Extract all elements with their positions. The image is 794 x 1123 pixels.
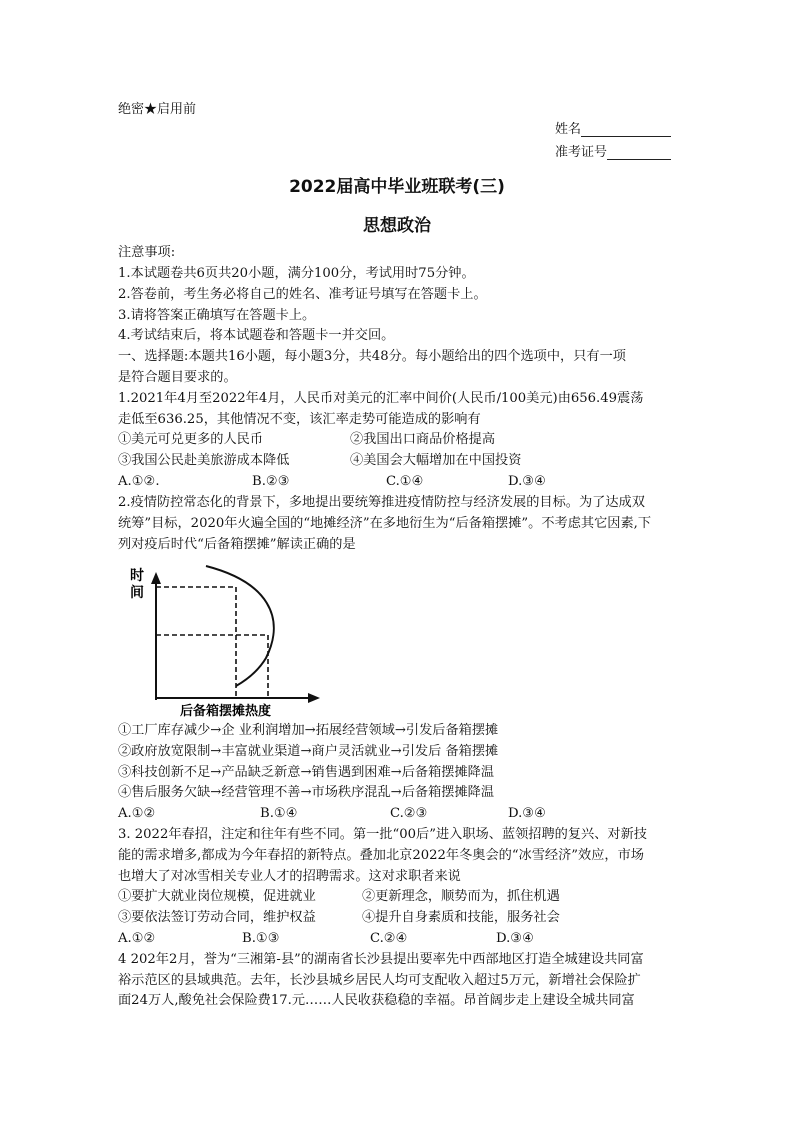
q3-options (118, 929, 534, 949)
q3-statement: ④提升自身素质和技能，服务社会 (362, 910, 560, 925)
x-axis-arrow-icon (308, 693, 320, 703)
q3-stem: 也增大了对冰雪相关专业人才的招聘需求。这对求职者来说 (118, 869, 461, 884)
q1-statement: ③我国公民赴美旅游成本降低 (118, 453, 290, 468)
q3-stem: 3. 2022年春招，注定和往年有些不同。第一批“00后”进入职场、蓝领招聘的复兴、对新技 (118, 827, 647, 842)
notice-heading: 注意事项: (118, 245, 176, 260)
q2-options (118, 804, 546, 824)
q1-option-b[interactable]: B.②③ (252, 474, 290, 489)
q4-stem: 面24万人,酸免社会保险费17.元……人民收获稳稳的幸福。昂首阔步走上建设全城共同富 (118, 993, 635, 1008)
q1-stem: 1.2021年4月至2022年4月，人民币对美元的汇率中间价(人民币/100美元)由656.49震荡 (118, 391, 644, 406)
q3-statement-row (118, 887, 560, 907)
exam-number-blank (607, 145, 671, 160)
q2-option-d[interactable]: D.③④ (508, 806, 546, 821)
subject-title: 思想政治 (363, 216, 431, 236)
q2-option-b[interactable]: B.①④ (260, 806, 298, 821)
q3-statement-row (118, 908, 560, 928)
y-axis-label-2: 间 (130, 585, 144, 601)
q1-option-d[interactable]: D.③④ (508, 474, 546, 489)
notice-item: 3.请将答案正确填写在答题卡上。 (118, 308, 316, 323)
q2-statement: ③科技创新不足→产品缺乏新意→销售遇到困难→后备箱摆摊降温 (118, 765, 495, 780)
q1-statement: ①美元可兑更多的人民币 (118, 432, 264, 447)
q2-trend-graph (118, 560, 328, 718)
q3-option-b[interactable]: B.①③ (242, 931, 280, 946)
q1-statement: ②我国出口商品价格提高 (350, 432, 496, 447)
exam-number-field (555, 141, 671, 160)
q1-statement-row (118, 451, 521, 471)
q4-stem: 4 202年2月，誉为“三湘第-县”的湖南省长沙县提出要率先中西部地区打造全城建设共同富 (118, 952, 644, 967)
q3-statement: ③要依法签订劳动合同，维护权益 (118, 910, 316, 925)
section-instruction: 一、选择题:本题共16小题，每小题3分，共48分。每小题给出的四个选项中，只有一项 (118, 349, 626, 364)
y-axis-arrow-icon (151, 572, 161, 584)
q1-option-c[interactable]: C.①④ (386, 474, 424, 489)
notice-item: 2.答卷前，考生务必将自己的姓名、准考证号填写在答题卡上。 (118, 287, 487, 302)
q2-statement: ②政府放宽限制→丰富就业渠道→商户灵活就业→引发后 备箱摆摊 (118, 744, 499, 759)
q3-statement: ②更新理念，顺势而为，抓住机遇 (362, 889, 560, 904)
q2-statement: ①工厂库存减少→企 业利润增加→拓展经营领域→引发后备箱摆摊 (118, 723, 499, 738)
q1-stem: 走低至636.25，其他情况不变，该汇率走势可能造成的影响有 (118, 412, 481, 427)
exam-number-label: 准考证号 (555, 145, 608, 160)
q1-options (118, 472, 546, 492)
section-instruction: 是符合题目要求的。 (118, 370, 237, 385)
name-field (555, 118, 671, 137)
q3-stem: 能的需求增多,都成为今年春招的新特点。叠加北京2022年冬奥会的“冰雪经济”效应，市场 (118, 848, 644, 863)
q2-option-c[interactable]: C.②③ (390, 806, 428, 821)
q1-statement-row (118, 430, 495, 450)
exam-title: 2022届高中毕业班联考(三) (289, 177, 505, 197)
q3-option-d[interactable]: D.③④ (496, 931, 534, 946)
q3-statement: ①要扩大就业岗位规模，促进就业 (118, 889, 316, 904)
notice-item: 4.考试结束后，将本试题卷和答题卡一并交回。 (118, 328, 395, 343)
q3-option-a[interactable]: A.①② (118, 931, 156, 946)
q1-option-a[interactable]: A.①②. (118, 474, 160, 489)
y-axis-label-1: 时 (130, 568, 144, 584)
q2-stem: 2.疫情防控常态化的背景下，多地提出要统筹推进疫情防控与经济发展的目标。为了达成双 (118, 495, 645, 510)
q2-stem: 统筹”目标，2020年火遍全国的“地摊经济”在多地衍生为“后备箱摆摊”。不考虑其它因素,下 (118, 516, 652, 531)
name-label: 姓名 (555, 122, 582, 137)
q1-statement: ④美国会大幅增加在中国投资 (350, 453, 522, 468)
q2-option-a[interactable]: A.①② (118, 806, 156, 821)
demand-curve (206, 566, 274, 686)
notice-item: 1.本试题卷共6页共20小题，满分100分，考试用时75分钟。 (118, 266, 475, 281)
name-blank (581, 122, 671, 137)
q3-option-c[interactable]: C.②④ (370, 931, 408, 946)
q2-stem: 列对疫后时代“后备箱摆摊”解读正确的是 (118, 537, 356, 552)
x-axis-label: 后备箱摆摊热度 (180, 704, 272, 718)
q4-stem: 裕示范区的县域典范。去年，长沙县城乡居民人均可支配收入超过5万元，新增社会保险扩 (118, 973, 641, 988)
confidential-mark: 绝密★启用前 (118, 102, 197, 117)
q2-statement: ④售后服务欠缺→经营管理不善→市场秩序混乱→后备箱摆摊降温 (118, 785, 495, 800)
